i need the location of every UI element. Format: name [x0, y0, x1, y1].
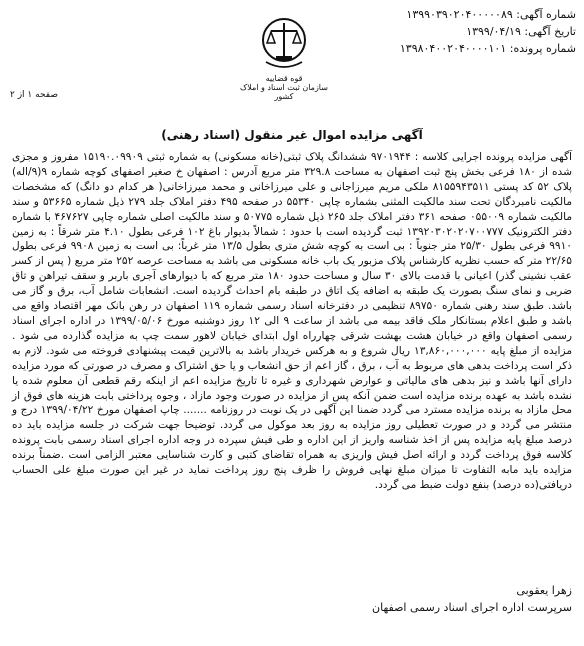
document-body	[12, 150, 572, 493]
signature-block	[372, 582, 572, 616]
ad-number: شماره آگهی: ۱۳۹۹۰۳۹۰۲۰۴۰۰۰۰۰۸۹	[406, 8, 576, 21]
signer-name: زهرا یعقوبی	[516, 584, 572, 597]
page-number: صفحه ۱ از ۲	[10, 90, 58, 100]
emblem-caption-organization: سازمان ثبت اسناد و املاک کشور	[240, 83, 328, 101]
body-paragraph: آگهی مزایده پرونده اجرایی کلاسه : ۹۷۰۱۹۴۴ ششدانگ پلاک ثبتی(خانه مسکونی) به شماره ثبتی ۱۵۱۹۰.۰۹۹۰۹ مفروز و مجزی شده از ۱۸۰ فرعی بخش پنج ثبت اصفهان به مساحت ۳۲۹.۸ متر مربع آدرس : اصفهان خ صغیر اصفهای کوچه شماره ۹(۹/اله) پلاک ۵۲ کد پستی ۸۱۵۵۹۴۳۵۱۱ ملکی مریم میرزاجانی و علی میرزاخانی و محمد میرزاخانی( هر کدام دو دانگ) که مشخصات مالکیت نامبردگان تحت سند مالکیت المثنی بشماره چاپی ۵۵۳۴۰ در صفحه ۴۹۵ دفتر املاک جلد ۲۷۹ ذیل شماره ۵۳۶۶۵ و سند مالکیت شماره ۰۵۵۰۰۹ صفحه ۳۶۱ دفتر املاک جلد ۲۶۵ ذیل شماره ۵۰۷۷۵ و سند مالکیت اصلی شماره چاپی ۴۶۷۶۲۷ با شماره دفتر الکترونیک ۱۳۹۲۰۳۰۲۰۲۰۷۰۰۷۷۷ ثبت گردیده است با حدود : شمالاً بدیوار باغ ۱۰۲ فرعی بطول ۴.۱۰ متر شرقاً : به زمین ۹۹۱۰ فرعی بطول ۲۵/۳۰ متر جنوباً : بی است به کوچه شش متری بطول ۱۳/۵ متر غرباً: بی است به زمین ۹۹۰۸ فرعی بطول ۲۲/۶۵ متر که حسب نظریه کارشناس پلاک مزبور یک باب خانه مسکونی می باشد به مساحت عرصه ۲۵۲ متر مربع ( پس از کسر عقب نشینی گذر) اعیانی با قدمت بالای ۳۰ سال و مساحت حدود ۱۸۰ متر مربع که با دیوارهای آجری باربر و سقف تیراهن و تاق ضربی و نمای سنگ بصورت یک طبقه به اضافه یک اتاق در طبقه بام احداث گردیده است. انشعابات شامل آب، برق و گاز می باشد. طبق سند رهنی شماره ۸۹۷۵۰ تنظیمی در دفترخانه اسناد رسمی شماره ۱۱۹ اصفهان در رهن بانک مهر اقتصاد واقع می باشد و طبق اعلام بستانکار ملک فاقد بیمه می باشد از ساعت ۹ الی ۱۲ روز دوشنبه مورخ ۱۳۹۹/۰۵/۰۶ در اداره اجرای اسناد رسمی اصفهان واقع در خیابان هشت بهشت شرقی چهارراه اول ابتدای خیابان لاهور سمت چپ به مزایده گذارده می شود . مزایده از مبلغ پایه ۱۳,۸۶۰,۰۰۰,۰۰۰ ریال شروع و به هرکس خریدار باشد به بالاترین قیمت پیشنهادی فروخته می شود. لازم به ذکر است پرداخت بدهی های مربوط به آب ، برق ، گاز اعم از حق انشعاب و یا حق اشتراک و مصرف در صورتی که مورد مزایده دارای آنها باشد و نیز بدهی های مالیاتی و عوارض شهرداری و غیره تا تاریخ مزایده اعم از اینکه رقم قطعی آن معلوم شده یا نشده باشد به عهده برنده مزایده است ضمن آنکه پس از مزایده در صورت وجود مازاد ، وجوه پرداختی بابت هزینه های فوق از محل مازاد به برنده مزایده مسترد می گردد ضمنا این آگهی در یک نوبت در روزنامه ....... چاپ اصفهان مورخ ۱۳۹۹/۰۴/۲۲ درج و منتشر می گردد و در صورت تعطیلی روز مزایده به روز بعد موکول می گردد. توضیحا جهت شرکت در جلسه مزایده باید ده درصد مبلغ پایه مزایده پس از اخذ شناسه واریز از این اداره و طی فیش سپرده در وجه اداره اجرای اسناد رسمی بابت پرونده کلاسه فوق پرداخت گردد و ارائه اصل فیش واریزی به همراه تقاضای کتبی و کارت شناسایی معتبر الزامی است .ضمناً برنده مزایده باید مابه التفاوت تا میزان مبلغ نهایی فروش را ظرف پنج روز پرداخت نماید در غیر این صورت مبلغ علی الحساب دریافتی(ده درصد) بنفع دولت ضبط می گردد.	[12, 151, 573, 491]
case-number: شماره پرونده: ۱۳۹۸۰۴۰۰۲۰۴۰۰۰۰۱۰۱	[399, 42, 576, 55]
scales-of-justice-icon	[258, 14, 310, 72]
ad-metadata	[356, 6, 576, 57]
document-title: آگهی مزایده اموال غیر منقول (اسناد رهنی)	[161, 128, 423, 142]
signer-role: سرپرست اداره اجرای اسناد رسمی اصفهان	[372, 601, 572, 614]
ad-date: تاریخ آگهی: ۱۳۹۹/۰۴/۱۹	[466, 25, 576, 38]
emblem-caption-judiciary: قوه قضاییه	[265, 74, 303, 83]
judiciary-emblem	[236, 14, 332, 101]
